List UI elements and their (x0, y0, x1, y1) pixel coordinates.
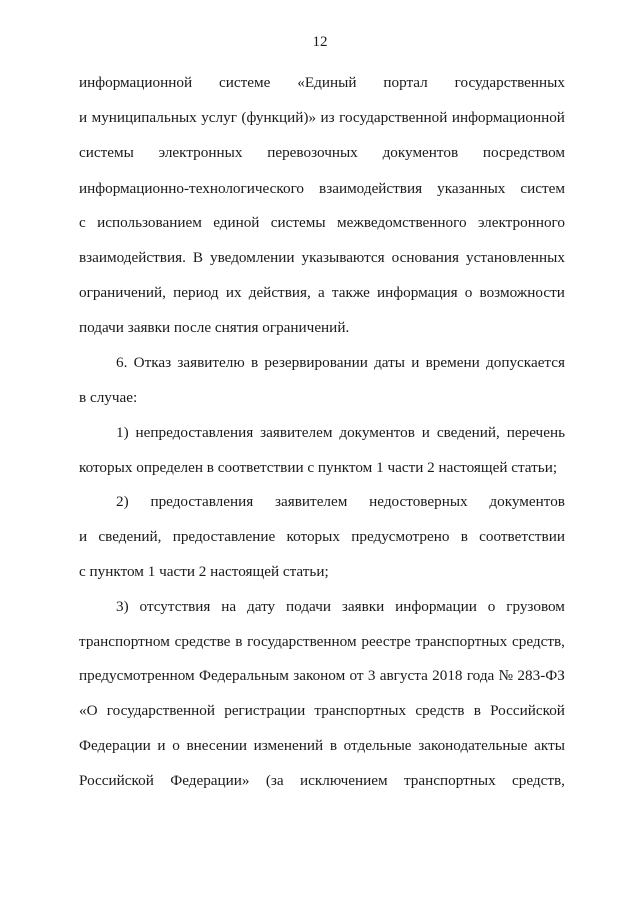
word: сведений, (98, 528, 162, 545)
word: заявителем (275, 493, 348, 510)
word: заявки (341, 598, 385, 615)
word: в (329, 737, 337, 754)
word: транспортном (79, 633, 170, 650)
text-line (79, 736, 565, 756)
word: № (498, 667, 514, 684)
word: Федерации (79, 737, 151, 754)
word: законом (293, 667, 346, 684)
word: непредоставления (135, 424, 254, 441)
word: средств, (512, 772, 565, 789)
word: и (79, 109, 88, 126)
word: информационной (79, 74, 193, 91)
word: 2) (116, 493, 129, 510)
word: транспортных (415, 633, 508, 650)
word: средств, (512, 633, 565, 650)
text-line (79, 701, 565, 721)
word: реестре (361, 633, 411, 650)
word: также (331, 284, 370, 301)
word: взаимодействия. (79, 249, 186, 266)
word: а (317, 284, 325, 301)
word: информации (395, 598, 477, 615)
text-line: подачи заявки после снятия ограничений. (79, 319, 350, 336)
word: 3 (367, 667, 376, 684)
word: о (487, 598, 496, 615)
text-line (116, 492, 565, 512)
word: указываются (301, 249, 385, 266)
word: сведений, (436, 424, 500, 441)
word: средств (415, 702, 465, 719)
text-line (79, 771, 565, 791)
word: грузовом (506, 598, 565, 615)
word: (функций)» (241, 109, 317, 126)
word: регистрации (224, 702, 306, 719)
text-line (116, 423, 565, 443)
word: и (157, 737, 166, 754)
word: Федерации» (170, 772, 250, 789)
word: подачи (286, 598, 331, 615)
word: на (221, 598, 237, 615)
word: 6. (116, 354, 128, 371)
word: в (250, 354, 259, 371)
word: информационно-технологического (79, 180, 305, 197)
word: транспортных (314, 702, 407, 719)
word: Российской (490, 702, 565, 719)
word: 1) (116, 424, 129, 441)
text-line (79, 213, 565, 233)
word: соответствии (479, 528, 565, 545)
text-line: в случае: (79, 389, 138, 406)
word: документов (382, 144, 459, 161)
text-line (79, 179, 565, 199)
word: информация (377, 284, 458, 301)
text-line (79, 73, 565, 93)
word: электронного (477, 214, 565, 231)
word: перечень (506, 424, 565, 441)
word: августа (379, 667, 428, 684)
word: взаимодействия (319, 180, 423, 197)
word: о (464, 284, 473, 301)
word: и (411, 354, 420, 371)
word: в (460, 528, 468, 545)
word: заявителем (260, 424, 333, 441)
word: года (466, 667, 495, 684)
word: портал (383, 74, 428, 91)
word: государственной (339, 109, 448, 126)
word: 2018 (432, 667, 463, 684)
word: межведомственного (336, 214, 467, 231)
word: систем (520, 180, 565, 197)
word: ограничений, (79, 284, 166, 301)
word: единой (213, 214, 260, 231)
word: транспортных (403, 772, 496, 789)
word: которых (286, 528, 340, 545)
word: дату (247, 598, 276, 615)
word: возможности (479, 284, 565, 301)
word: системы (270, 214, 326, 231)
word: посредством (482, 144, 565, 161)
word: предоставления (150, 493, 254, 510)
word: недостоверных (369, 493, 468, 510)
word: законодательные (418, 737, 528, 754)
word: государственных (454, 74, 565, 91)
word: государственном (247, 633, 357, 650)
text-line (116, 597, 565, 617)
word: акты (534, 737, 565, 754)
text-line (116, 353, 565, 373)
word: перевозочных (267, 144, 358, 161)
text-line: с пунктом 1 части 2 настоящей статьи; (79, 563, 329, 580)
word: системы (79, 144, 134, 161)
text-line (79, 632, 565, 652)
word: период (173, 284, 219, 301)
word: государственной (106, 702, 216, 719)
word: предусмотрено (351, 528, 450, 545)
word: «О (79, 702, 98, 719)
word: средстве (174, 633, 231, 650)
word: 283-ФЗ (517, 667, 565, 684)
word: о (172, 737, 180, 754)
word: изменений (253, 737, 324, 754)
word: даты (374, 354, 405, 371)
word: внесении (186, 737, 247, 754)
word: документов (489, 493, 565, 510)
word: «Единый (297, 74, 357, 91)
word: муниципальных (91, 109, 197, 126)
word: Федеральным (198, 667, 289, 684)
word: от (349, 667, 364, 684)
text-line (79, 143, 565, 163)
word: действия, (248, 284, 311, 301)
text-line: которых определен в соответствии с пунктом 1 части 2 настоящей статьи; (79, 459, 558, 476)
word: заявителю (177, 354, 245, 371)
word: резервировании (264, 354, 368, 371)
word: установленных (465, 249, 565, 266)
word: их (225, 284, 242, 301)
word: документов (339, 424, 415, 441)
word: отдельные (343, 737, 412, 754)
word: исключением (300, 772, 388, 789)
word: основания (391, 249, 459, 266)
text-line (79, 248, 565, 268)
word: В (192, 249, 203, 266)
text-line (79, 108, 565, 128)
word: предусмотренном (79, 667, 195, 684)
text-line (79, 283, 565, 303)
word: и (79, 528, 88, 545)
word: информационной (451, 109, 565, 126)
word: с (79, 214, 86, 231)
word: системе (219, 74, 271, 91)
word: (за (265, 772, 284, 789)
word: указанных (437, 180, 506, 197)
page-number: 12 (312, 34, 328, 50)
word: отсутствия (139, 598, 211, 615)
word: Российской (79, 772, 154, 789)
word: времени (425, 354, 480, 371)
word: Отказ (133, 354, 172, 371)
word: уведомлении (209, 249, 295, 266)
text-line (79, 666, 565, 686)
word: допускается (486, 354, 565, 371)
word: из (320, 109, 335, 126)
word: в (473, 702, 481, 719)
word: использованием (97, 214, 202, 231)
word: и (421, 424, 430, 441)
text-line (79, 527, 565, 547)
word: услуг (201, 109, 237, 126)
word: в (235, 633, 243, 650)
word: предоставление (172, 528, 276, 545)
word: электронных (158, 144, 243, 161)
word: 3) (116, 598, 129, 615)
